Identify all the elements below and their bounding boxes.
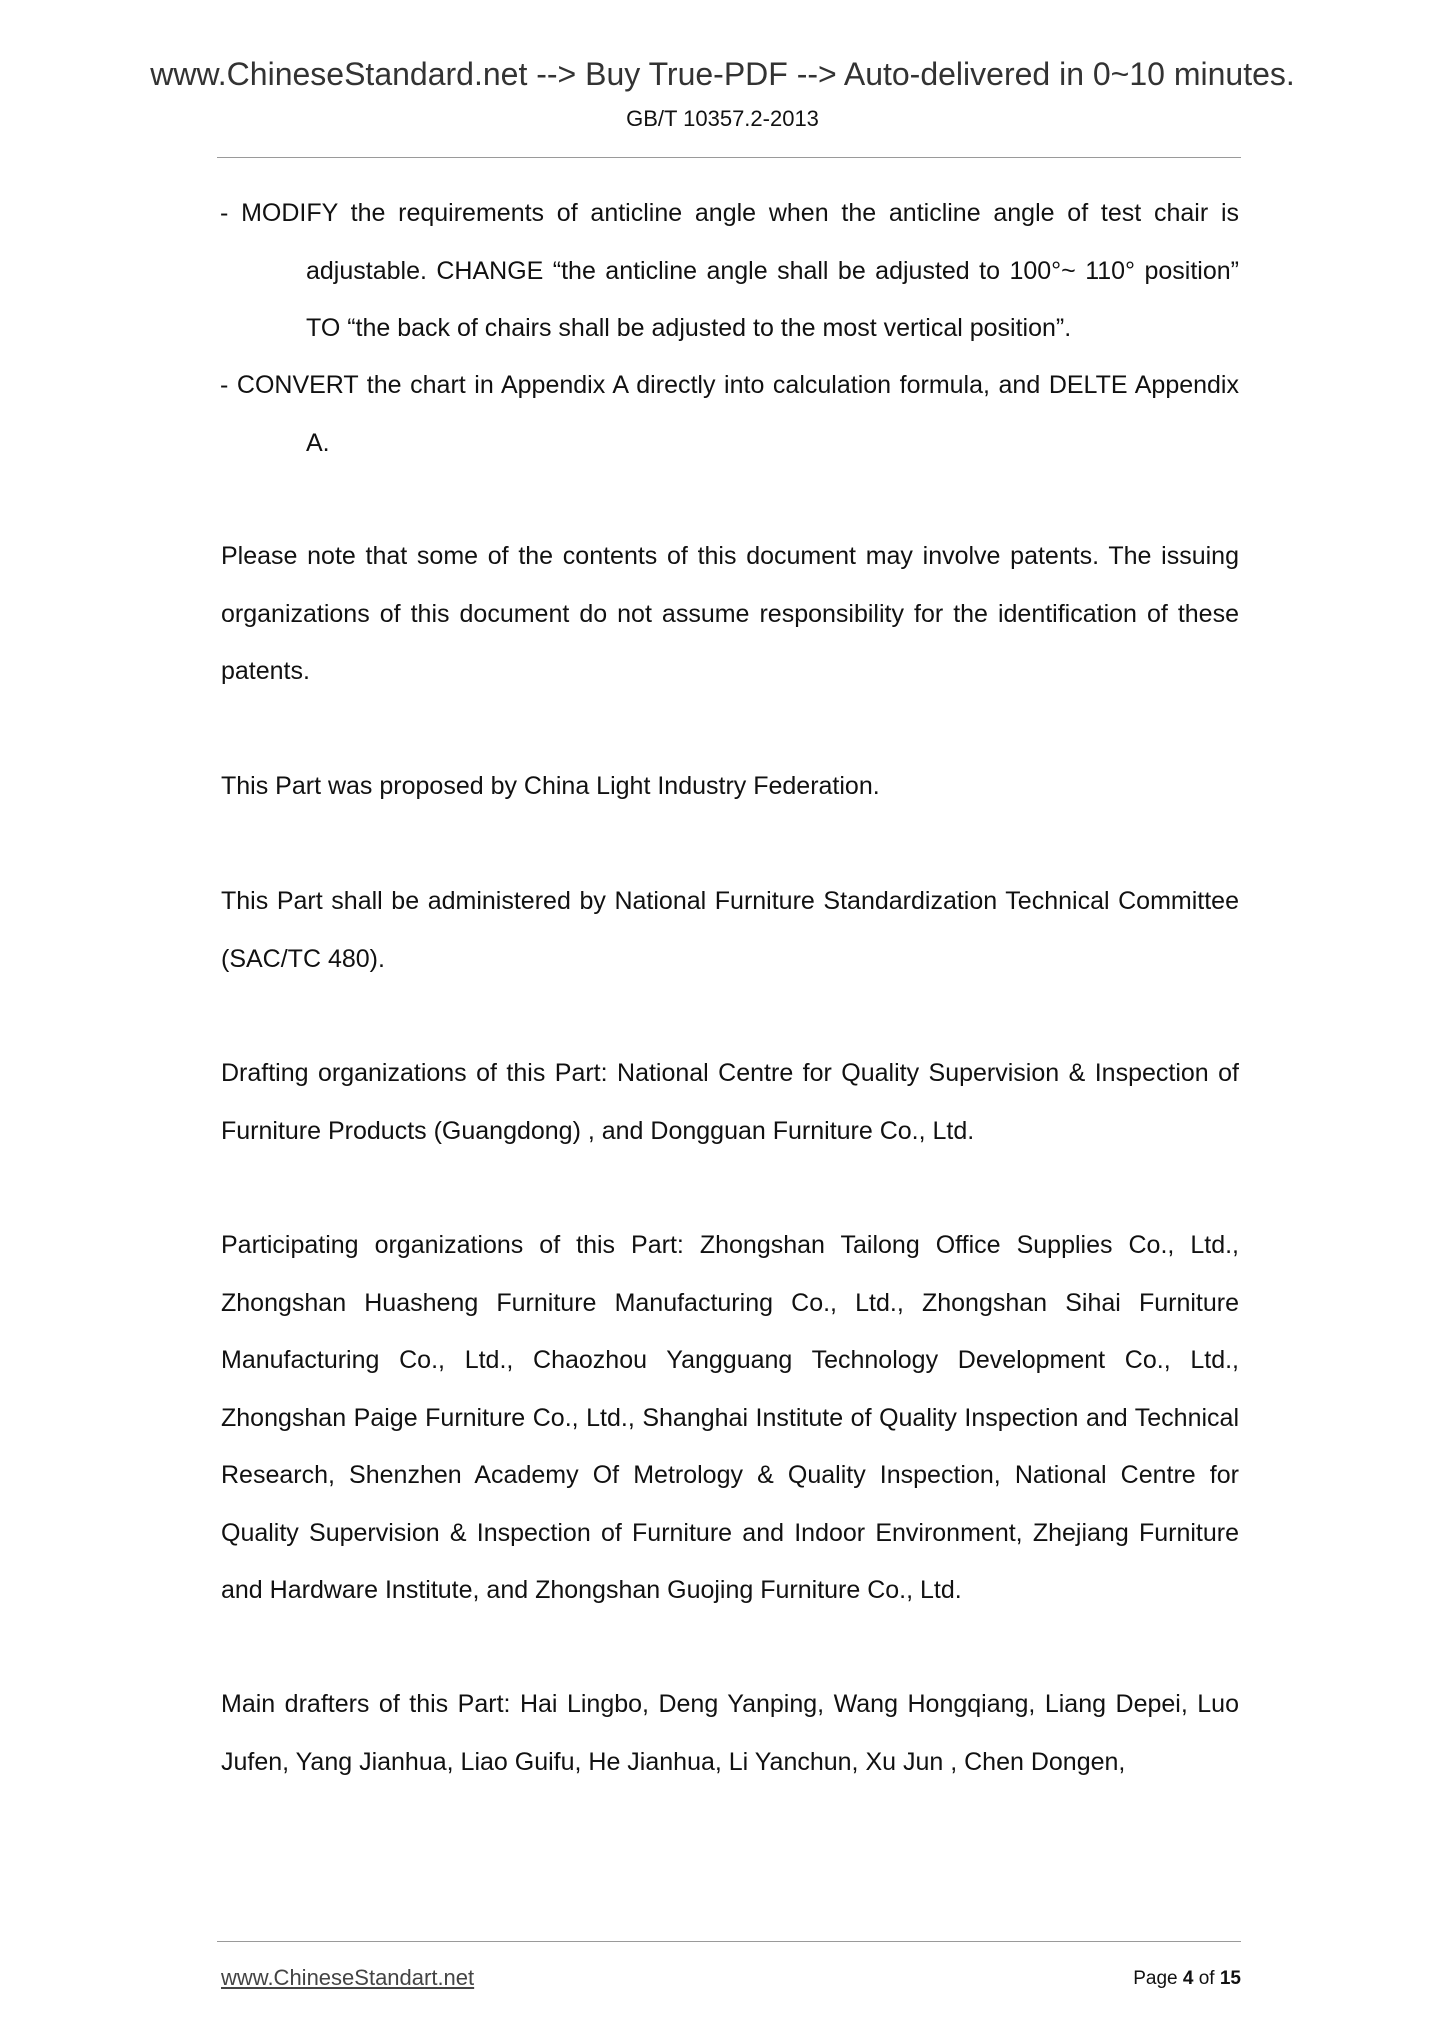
footer-site-link[interactable]: www.ChineseStandart.net bbox=[221, 1965, 475, 1990]
standard-code: GB/T 10357.2-2013 bbox=[626, 106, 819, 131]
bullet-modify: - MODIFY the requirements of anticline angle when the anticline angle of test chair is adjustable. CHANGE “the anticline angle shall be adjusted to 100°~ 110° position” TO “the back of chairs shall be adjusted to the most vertical position”. bbox=[220, 199, 1239, 342]
page-number bbox=[1133, 1968, 1241, 1990]
main-drafters-paragraph: Main drafters of this Part: Hai Lingbo, Deng Yanping, Wang Hongqiang, Liang Depei, Luo Jufen, Yang Jianhua, Liao Guifu, He Jianhua, Li Yanchun, Xu Jun , Chen Dongen, bbox=[221, 1690, 1239, 1776]
page-current: 4 bbox=[1182, 1968, 1194, 1989]
footer-divider bbox=[217, 1941, 1241, 1942]
administered-by-paragraph: This Part shall be administered by National Furniture Standardization Technical Committee (SAC/TC 480). bbox=[221, 887, 1239, 973]
participating-organizations-paragraph: Participating organizations of this Part: Zhongshan Tailong Office Supplies Co., Ltd., Zhongshan Huasheng Furniture Manufacturing Co., Ltd., Zhongshan Sihai Furniture Manufacturing Co., Ltd., Chaozhou Yangguang Technology Development Co., Ltd., Zhongshan Paige Furniture Co., Ltd., Shanghai Institute of Quality Inspection and Technical Research, Shenzhen Academy Of Metrology & Quality Inspection, National Centre for Quality Supervision & Inspection of Furniture and Indoor Environment, Zhejiang Furniture and Hardware Institute, and Zhongshan Guojing Furniture Co., Ltd. bbox=[221, 1231, 1239, 1604]
page-total: 15 bbox=[1219, 1968, 1241, 1989]
header-divider bbox=[217, 157, 1241, 158]
page-label: Page bbox=[1133, 1968, 1178, 1989]
top-banner: www.ChineseStandard.net --> Buy True-PDF --> Auto-delivered in 0~10 minutes. bbox=[150, 56, 1295, 92]
bullet-convert: - CONVERT the chart in Appendix A directly into calculation formula, and DELTE Appendix A. bbox=[220, 371, 1239, 457]
drafting-organizations-paragraph: Drafting organizations of this Part: National Centre for Quality Supervision & Inspection of Furniture Products (Guangdong) , and Dongguan Furniture Co., Ltd. bbox=[221, 1059, 1239, 1145]
page-of: of bbox=[1198, 1968, 1215, 1989]
patent-note-paragraph: Please note that some of the contents of this document may involve patents. The issuing organizations of this document do not assume responsibility for the identification of these patents. bbox=[221, 542, 1239, 685]
proposed-by-paragraph: This Part was proposed by China Light Industry Federation. bbox=[221, 772, 880, 800]
